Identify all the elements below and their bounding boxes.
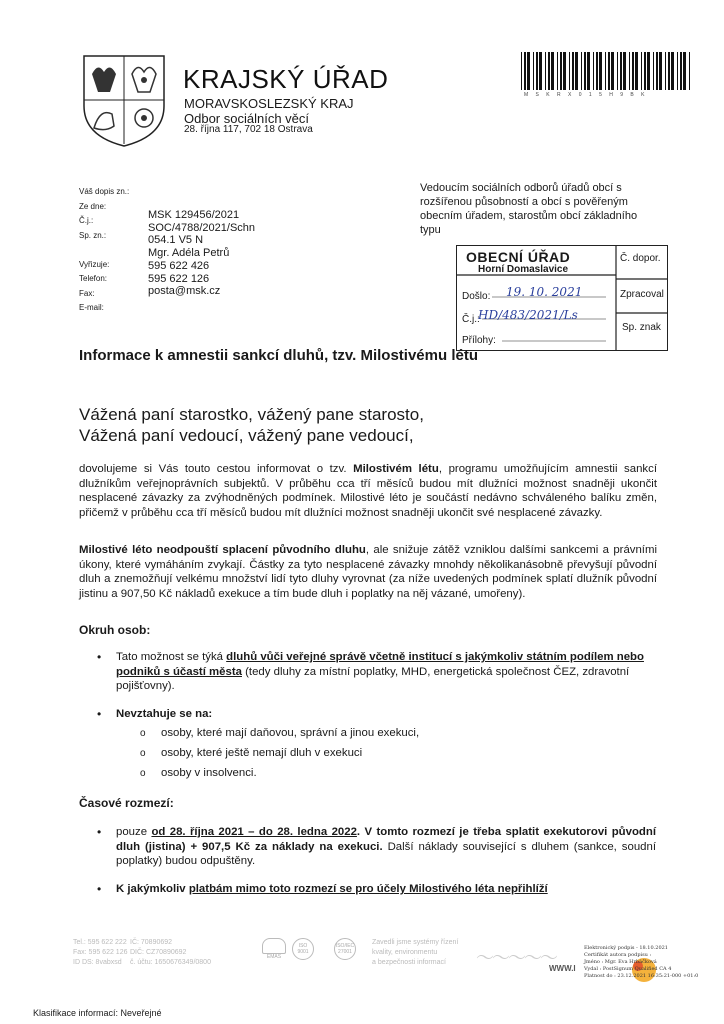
sig-line-5: Platnost do : 23.12.2021 16:35:21-000 +01:0 (584, 973, 699, 979)
circle-bullet-icon: o (140, 748, 146, 759)
paragraph-details (79, 543, 657, 602)
okruh-item-1 (116, 650, 656, 694)
stamp-title: OBECNÍ ÚŘAD (466, 249, 571, 265)
stamp-doslo-value: 19. 10. 2021 (506, 285, 583, 299)
footer-tel: Tel.: 595 622 222 (73, 939, 127, 946)
sig-line-1: Elektronický podpis - 18.10.2021 (584, 945, 668, 951)
barcode-bar (527, 52, 530, 90)
paragraph-intro-a: dovolujeme si Vás touto cestou informovat o tzv. (79, 463, 354, 475)
barcode-bar (587, 52, 590, 90)
bullet-icon: • (97, 650, 102, 664)
org-department: Odbor sociálních věcí (184, 111, 310, 126)
casove-item-2-a: K jakýmkoliv (116, 883, 189, 895)
barcode-bar (521, 52, 522, 90)
footer-fax: Fax: 595 622 126 (73, 949, 128, 956)
circle-bullet-icon: o (140, 768, 146, 779)
barcode-bar (623, 52, 626, 90)
footer-iso-line-1: Zavedli jsme systémy řízení (372, 939, 459, 946)
addressee: Vedoucím sociálních odborů úřadů obcí s rozšířenou působností a obcí s pověřeným obecním úřadem, starostům obcí základního typu (420, 182, 638, 236)
bullet-icon: • (97, 707, 102, 721)
stamp-cj-value: HD/483/2021/Ls (478, 308, 578, 322)
label-telefon: Telefon: (79, 274, 108, 283)
casove-item-1-d: Další náklady související s dluhem (sankce, soudní poplatky) budou odpuštěny. (116, 840, 656, 868)
stamp-place: Horní Domaslavice (478, 264, 569, 275)
paragraph-details-b: , ale snižuje zátěž vzniklou dalšími sankcemi a právními úkony, které vymáháním zvykají. Částky za tyto nesplacené závazky mnohdy několikanásobně převyšují původní dluh a znemožňují velkému množství lidí tyto dluhy vyrovnat (za níže uvedených podmínek splatí dlužník původní jistinu a 907,50 Kč nákladů exekuce a tím bude dluh i poplatky na něj vázané, umořeny). (79, 544, 657, 601)
footer-ucet: č. účtu: 1650676349/0800 (130, 959, 211, 966)
value-vyrizuje: Mgr. Adéla Petrů (148, 247, 230, 260)
iso-27001-seal: ISO/IEC 27001 (334, 938, 356, 960)
footer-dic: DIČ: CZ70890692 (130, 949, 187, 956)
barcode-bar (584, 52, 586, 90)
value-spzn: SOC/4788/2021/Schn (148, 221, 256, 234)
barcode-bar (671, 52, 674, 90)
barcode-bar (653, 52, 654, 90)
reference-values (148, 209, 255, 298)
barcode-bar (668, 52, 670, 90)
barcode-bar (605, 52, 606, 90)
label-ze-dne: Ze dne: (79, 201, 107, 211)
org-region-block (184, 96, 354, 126)
bullet-icon: • (97, 882, 102, 896)
paragraph-intro-bold: Milostivém létu (353, 463, 439, 475)
casove-item-1-c: . V tomto rozmezí je třeba splatit exekutorovi původní dluh (jistina) + 907,5 Kč za náklady na exekuci. (116, 826, 657, 853)
barcode-number: M S K R X 0 1 5 H 9 B K (524, 92, 648, 98)
barcode-bar (608, 52, 610, 90)
okruh-item-1-c: (tedy dluhy za místní poplatky, MHD, energetická společnost ČEZ, zdravotní pojišťovny). (116, 665, 630, 693)
barcode-bar (572, 52, 574, 90)
barcode-bar (548, 52, 550, 90)
paragraph-intro-c: , programu umožňujícím amnestii sankcí dlužníkům veřejnoprávních subjektů. V průběhu cca tří měsíců budou mít dlužníci možnost snadněji ukončit nesplacené závazky za zvýhodněných podmínek. Milostivé léto je součástí nedávno schváleného balíku změn, přičemž v průběhu cca tří měsíců budou mít dlužníci možnost snadněji ukončit své nesplacené závazky. (79, 463, 657, 520)
barcode-bar (689, 52, 690, 90)
paragraph-details-bold: Milostivé léto neodpouští splacení původního dluhu (79, 544, 366, 556)
casove-item-1 (116, 825, 656, 869)
emas-label: EMAS (266, 954, 282, 960)
footer-www: WWW.I (549, 964, 576, 973)
sig-line-4: Vydal : PostSignum Qualified CA 4 (584, 966, 672, 972)
value-spzn-code: 054.1 V5 N (148, 234, 204, 247)
okruh-sub-item-3: osoby v insolvenci. (161, 767, 257, 779)
value-telefon: 595 622 426 (148, 259, 210, 272)
iso-9001-seal: ISO 9001 (292, 938, 314, 960)
emas-icon (262, 938, 286, 954)
stamp-doslo-label: Došlo: (462, 291, 491, 302)
stamp-sp-znak: Sp. znak (622, 322, 661, 333)
section-heading-okruh: Okruh osob: (79, 623, 151, 637)
casove-item-2-b: platbám mimo toto rozmezí se pro účely Milostivého léta nepřihlíží (188, 883, 548, 895)
electronic-signature (584, 945, 714, 980)
okruh-item-1-bold: dluhů vůči veřejné správě včetně institucí s jakýmkoliv státním podílem nebo podniků s účastí města (116, 651, 644, 678)
label-vas-dopis: Váš dopis zn.: (79, 187, 130, 196)
barcode-bar (581, 52, 582, 90)
barcode-bar (539, 52, 542, 90)
org-name: KRAJSKÝ ÚŘAD (183, 64, 389, 94)
greeting-line-2: Vážená paní vedoucí, vážený pane vedoucí, (79, 426, 414, 445)
barcode-bar (596, 52, 598, 90)
sig-line-2: Certifikát autora podpisu : (584, 952, 652, 958)
barcode-icon (519, 52, 695, 92)
footer-iso-line-2: kvality, environmentu (372, 949, 438, 956)
barcode-bar (524, 52, 526, 90)
barcode-bar (599, 52, 602, 90)
barcode-bar (647, 52, 650, 90)
barcode-bar (617, 52, 618, 90)
org-address: 28. října 117, 702 18 Ostrava (184, 124, 313, 135)
barcode-bar (635, 52, 638, 90)
label-cj: Č.j.: (79, 216, 94, 225)
label-vyrizuje: Vyřizuje: (79, 259, 110, 269)
barcode-bar (536, 52, 538, 90)
paragraph-intro (79, 462, 657, 521)
value-email: posta@msk.cz (148, 285, 221, 298)
greeting-line-1: Vážená paní starostko, vážený pane starosto, (79, 405, 424, 424)
barcode-bar (677, 52, 678, 90)
org-region: MORAVSKOSLEZSKÝ KRAJ (184, 96, 354, 111)
barcode-bar (659, 52, 662, 90)
barcode-bar (551, 52, 554, 90)
barcode-bar (632, 52, 634, 90)
barcode-bar (533, 52, 534, 90)
stamp-zpracoval: Zpracoval (620, 289, 664, 300)
barcode-bar (620, 52, 622, 90)
barcode-bar (557, 52, 558, 90)
footer-ids: ID DS: 8vabxsd (73, 959, 122, 966)
footer-contact-col1 (73, 938, 128, 968)
stamp-prilohy-label: Přílohy: (462, 335, 496, 346)
barcode-bar (611, 52, 614, 90)
okruh-sub-item-2: osoby, které ještě nemají dluh v exekuci (161, 747, 363, 759)
label-blank (79, 243, 129, 258)
label-email: E-mail: (79, 303, 104, 312)
wave-decoration-icon: 〜〜〜〜〜 (476, 948, 556, 968)
casove-item-2 (116, 882, 656, 897)
footer-contact-col2 (130, 938, 211, 968)
label-fax: Fax: (79, 288, 95, 298)
barcode-bar (683, 52, 686, 90)
section-heading-casove: Časové rozmezí: (79, 796, 174, 810)
reference-labels (79, 185, 129, 316)
value-cj: MSK 129456/2021 (148, 209, 240, 221)
casove-item-1-dates: od 28. října 2021 – do 28. ledna 2022 (151, 826, 357, 838)
barcode-bar (560, 52, 562, 90)
stamp-cj-label: Č.j.: (462, 314, 480, 325)
footer-iso-text (372, 938, 458, 968)
document-title: Informace k amnestii sankcí dluhů, tzv. Milostivému létu (79, 347, 478, 364)
barcode-bar (641, 52, 642, 90)
barcode-bar (629, 52, 630, 90)
barcode-bar (569, 52, 570, 90)
barcode-bar (593, 52, 594, 90)
okruh-item-2: Nevztahuje se na: (116, 708, 213, 720)
footer-iso-line-3: a bezpečnosti informací (372, 959, 446, 966)
sig-line-3: Jméno : Mgr. Eva Hrbáčková (584, 959, 657, 965)
footer-ic: IČ: 70890692 (130, 939, 173, 946)
classification-note: Klasifikace informací: Neveřejné (33, 1008, 162, 1018)
coat-of-arms-icon (80, 52, 168, 148)
barcode-bar (563, 52, 566, 90)
barcode-bar (665, 52, 666, 90)
circle-bullet-icon: o (140, 728, 146, 739)
barcode-bar (545, 52, 546, 90)
barcode-bar (575, 52, 578, 90)
emas-logo (262, 938, 286, 960)
label-spzn: Sp. zn.: (79, 230, 107, 240)
barcode-bar (644, 52, 646, 90)
barcode-bar (656, 52, 658, 90)
barcode-bar (680, 52, 682, 90)
okruh-item-1-a: Tato možnost se týká (116, 651, 227, 663)
casove-item-1-a: pouze (116, 826, 152, 838)
bullet-icon: • (97, 825, 102, 839)
stamp-c-dopor: Č. dopor. (620, 253, 661, 264)
okruh-sub-item-1: osoby, které mají daňovou, správní a jinou exekuci, (161, 727, 420, 739)
value-fax: 595 622 126 (148, 272, 210, 285)
